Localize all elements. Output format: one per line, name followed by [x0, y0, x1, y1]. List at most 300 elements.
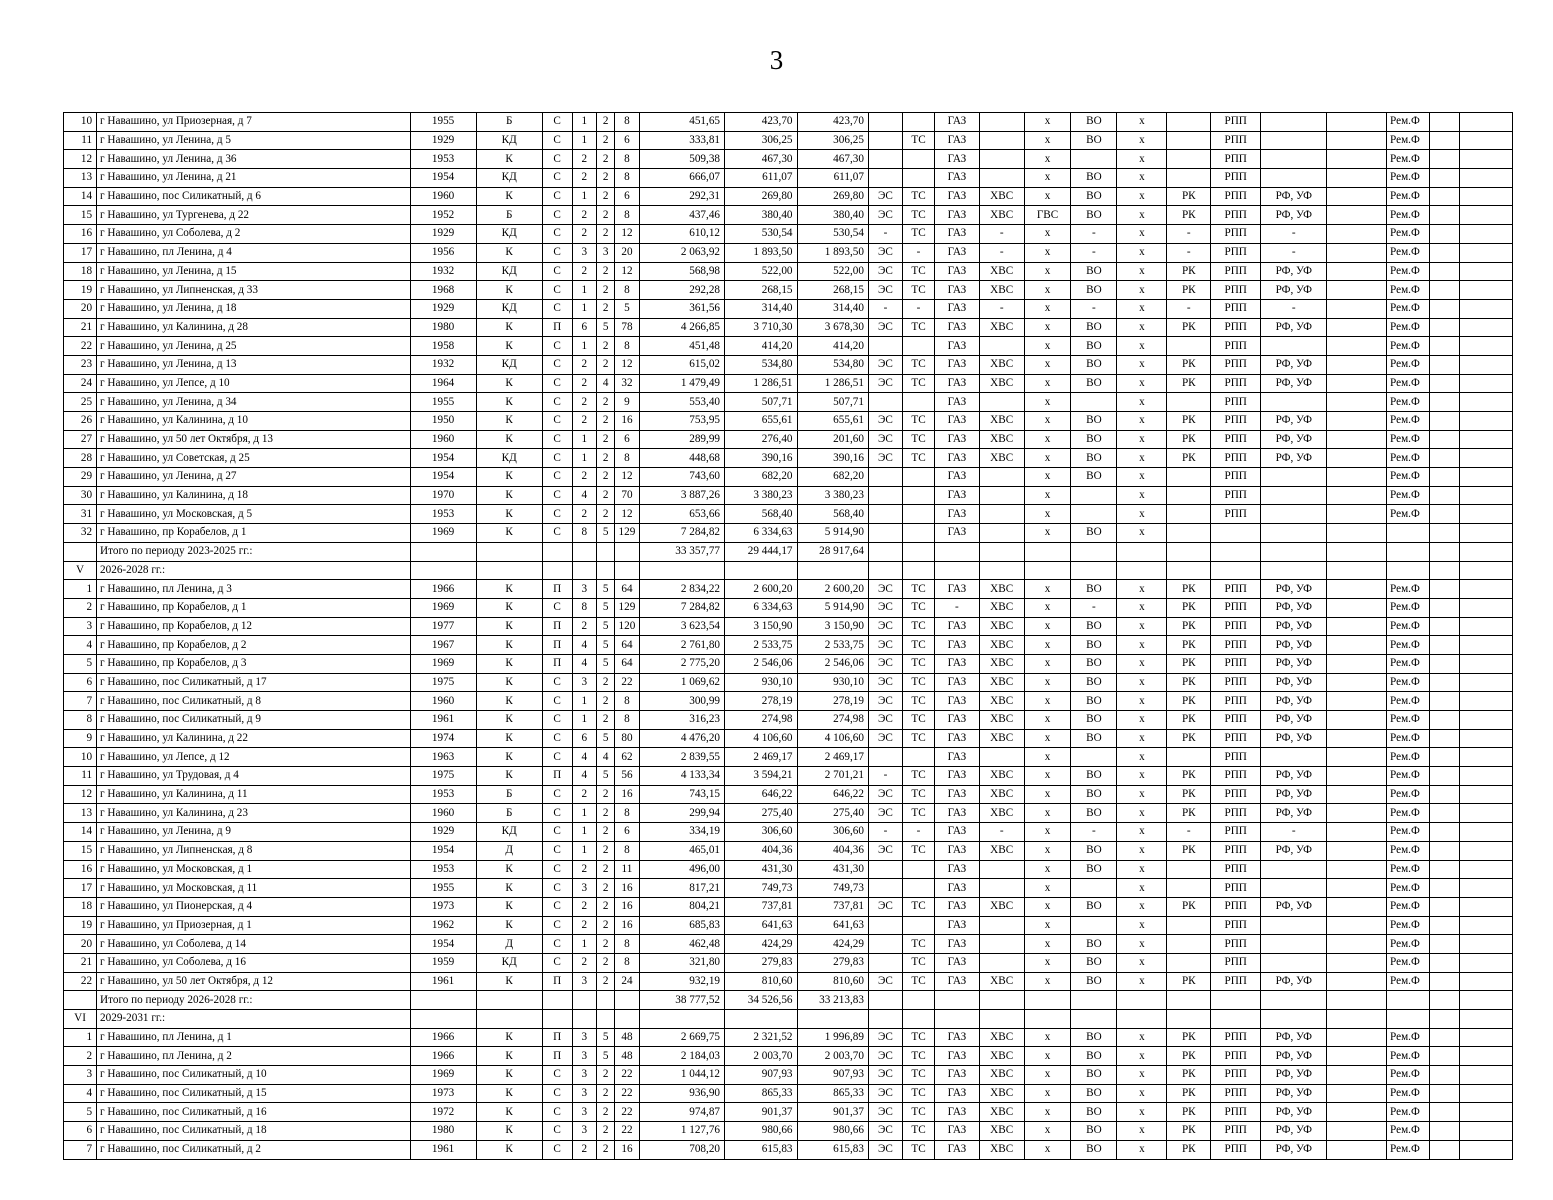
- table-row: [64, 860, 1513, 879]
- cell-rem: Рем.Ф: [1387, 841, 1430, 860]
- cell-x: х: [1117, 299, 1167, 318]
- cell-no: 18: [64, 897, 97, 916]
- cell-b2: [1459, 598, 1512, 617]
- cell-hvs: ХВС: [979, 972, 1024, 991]
- cell-vo: ВО: [1071, 729, 1117, 748]
- cell-gvs: х: [1024, 860, 1071, 879]
- cell-rf: [1261, 860, 1327, 879]
- table-row: [64, 598, 1513, 617]
- cell-rk: РК: [1167, 187, 1211, 206]
- cell-type: С: [542, 785, 572, 804]
- cell-vo: ВО: [1071, 785, 1117, 804]
- cell-ts: [903, 505, 935, 524]
- cell-rem: Рем.Ф: [1387, 318, 1430, 337]
- cell-gas: ГАЗ: [935, 636, 980, 655]
- cell-b2: [1459, 860, 1512, 879]
- cell-rpp: РПП: [1211, 468, 1261, 487]
- cell-tail5: [615, 561, 640, 580]
- cell-area-res: 275,40: [797, 804, 868, 823]
- cell-no: 7: [64, 1140, 97, 1159]
- cell-floors: 8: [572, 598, 597, 617]
- cell-hvs: [979, 935, 1024, 954]
- cell-gvs: х: [1024, 636, 1071, 655]
- cell-no: 9: [64, 729, 97, 748]
- cell-apts: 8: [615, 692, 640, 711]
- cell-area-living: 2 321,52: [725, 1028, 798, 1047]
- table-row: [64, 823, 1513, 842]
- cell-no: 11: [64, 131, 97, 150]
- cell-address: г Навашино, пл Ленина, д 2: [97, 1047, 410, 1066]
- cell-entrances: 2: [597, 206, 615, 225]
- cell-area-res: 2 600,20: [797, 580, 868, 599]
- cell-tail10: [1327, 991, 1387, 1010]
- cell-rpp: РПП: [1211, 1047, 1261, 1066]
- cell-rk: РК: [1167, 972, 1211, 991]
- cell-area-living: 2 546,06: [725, 654, 798, 673]
- cell-ts: [903, 748, 935, 767]
- cell-apts: 129: [615, 598, 640, 617]
- cell-entrances: 2: [597, 299, 615, 318]
- cell-rk: -: [1167, 225, 1211, 244]
- cell-entrances: 2: [597, 972, 615, 991]
- cell-gvs: х: [1024, 953, 1071, 972]
- cell-es: ЭС: [868, 318, 902, 337]
- cell-hvs: ХВС: [979, 1028, 1024, 1047]
- cell-wall: К: [476, 692, 542, 711]
- cell-b1: [1429, 598, 1459, 617]
- cell-rpp: РПП: [1211, 412, 1261, 431]
- cell-rf: РФ, УФ: [1261, 281, 1327, 300]
- cell-blank: [1327, 524, 1387, 543]
- cell-type: С: [542, 449, 572, 468]
- cell-rf: [1261, 916, 1327, 935]
- cell-b1: [1429, 505, 1459, 524]
- cell-b1: [1429, 1028, 1459, 1047]
- cell-area-res: 1 996,89: [797, 1028, 868, 1047]
- cell-es: -: [868, 299, 902, 318]
- cell-gas: ГАЗ: [935, 897, 980, 916]
- cell-rf: РФ, УФ: [1261, 692, 1327, 711]
- cell-wall: К: [476, 505, 542, 524]
- cell-vo: ВО: [1071, 355, 1117, 374]
- cell-floors: 8: [572, 524, 597, 543]
- cell-hvs: -: [979, 823, 1024, 842]
- cell-tail16: [1167, 561, 1211, 580]
- cell-b2: [1459, 299, 1512, 318]
- cell-gas: ГАЗ: [935, 449, 980, 468]
- cell-rpp: РПП: [1211, 935, 1261, 954]
- cell-rpp: РПП: [1211, 393, 1261, 412]
- cell-x: х: [1117, 206, 1167, 225]
- cell-rem: Рем.Ф: [1387, 1140, 1430, 1159]
- cell-wall: К: [476, 636, 542, 655]
- cell-apts: 8: [615, 804, 640, 823]
- cell-label: 2026-2028 гг.:: [97, 561, 410, 580]
- cell-address: г Навашино, пос Силикатный, д 2: [97, 1140, 410, 1159]
- cell-apts: 8: [615, 953, 640, 972]
- cell-gas: ГАЗ: [935, 206, 980, 225]
- cell-apts: 80: [615, 729, 640, 748]
- cell-area-res: 655,61: [797, 412, 868, 431]
- cell-es: [868, 150, 902, 169]
- cell-b2: [1459, 355, 1512, 374]
- cell-address: г Навашино, пос Силикатный, д 16: [97, 1103, 410, 1122]
- cell-x: х: [1117, 841, 1167, 860]
- cell-area-res: 3 678,30: [797, 318, 868, 337]
- cell-apts: 64: [615, 636, 640, 655]
- cell-x: х: [1117, 636, 1167, 655]
- cell-x: х: [1117, 169, 1167, 188]
- cell-rpp: РПП: [1211, 654, 1261, 673]
- cell-x: х: [1117, 1066, 1167, 1085]
- cell-pad2: [476, 542, 542, 561]
- table-row: [64, 916, 1513, 935]
- cell-tail21: [1429, 561, 1459, 580]
- cell-entrances: 2: [597, 897, 615, 916]
- cell-gas: ГАЗ: [935, 524, 980, 543]
- cell-x: х: [1117, 187, 1167, 206]
- cell-rf: РФ, УФ: [1261, 318, 1327, 337]
- cell-vo: -: [1071, 225, 1117, 244]
- cell-area-res: 431,30: [797, 860, 868, 879]
- cell-es: ЭС: [868, 1084, 902, 1103]
- cell-area-living: 810,60: [725, 972, 798, 991]
- cell-rk: РК: [1167, 897, 1211, 916]
- cell-rem: Рем.Ф: [1387, 953, 1430, 972]
- cell-b1: [1429, 1066, 1459, 1085]
- cell-address: г Навашино, пос Силикатный, д 9: [97, 711, 410, 730]
- cell-x: х: [1117, 673, 1167, 692]
- cell-no: 3: [64, 617, 97, 636]
- cell-entrances: 2: [597, 711, 615, 730]
- cell-wall: К: [476, 729, 542, 748]
- cell-blank: [1327, 187, 1387, 206]
- cell-no: 18: [64, 262, 97, 281]
- cell-vo: ВО: [1071, 953, 1117, 972]
- cell-wall: К: [476, 654, 542, 673]
- cell-rpp: РПП: [1211, 486, 1261, 505]
- cell-year: 1961: [410, 711, 476, 730]
- cell-year: 1975: [410, 673, 476, 692]
- cell-b2: [1459, 187, 1512, 206]
- cell-entrances: 2: [597, 1084, 615, 1103]
- cell-no: 13: [64, 169, 97, 188]
- cell-pad6: [615, 542, 640, 561]
- cell-entrances: 2: [597, 113, 615, 132]
- cell-no: 16: [64, 225, 97, 244]
- cell-rf: РФ, УФ: [1261, 804, 1327, 823]
- cell-type: С: [542, 113, 572, 132]
- cell-entrances: 2: [597, 150, 615, 169]
- cell-ts: ТС: [903, 355, 935, 374]
- cell-rf: РФ, УФ: [1261, 972, 1327, 991]
- cell-tail12: [979, 1010, 1024, 1029]
- cell-b1: [1429, 355, 1459, 374]
- cell-year: 1954: [410, 841, 476, 860]
- cell-area-res: 424,29: [797, 935, 868, 954]
- cell-hvs: ХВС: [979, 785, 1024, 804]
- cell-ts: ТС: [903, 131, 935, 150]
- cell-b2: [1459, 524, 1512, 543]
- cell-x: х: [1117, 935, 1167, 954]
- cell-ts: -: [903, 823, 935, 842]
- cell-ts: ТС: [903, 225, 935, 244]
- cell-wall: КД: [476, 953, 542, 972]
- cell-ts: -: [903, 299, 935, 318]
- cell-wall: К: [476, 1140, 542, 1159]
- cell-ts: [903, 916, 935, 935]
- cell-ts: ТС: [903, 785, 935, 804]
- cell-apts: 12: [615, 505, 640, 524]
- cell-x: х: [1117, 916, 1167, 935]
- cell-hvs: [979, 169, 1024, 188]
- cell-blank: [1327, 598, 1387, 617]
- cell-ts: ТС: [903, 1122, 935, 1141]
- cell-vo: ВО: [1071, 113, 1117, 132]
- cell-gas: ГАЗ: [935, 953, 980, 972]
- cell-pad4: [572, 542, 597, 561]
- cell-rpp: РПП: [1211, 187, 1261, 206]
- cell-b2: [1459, 374, 1512, 393]
- cell-b2: [1459, 935, 1512, 954]
- cell-floors: 2: [572, 262, 597, 281]
- cell-apts: 6: [615, 131, 640, 150]
- cell-no: 11: [64, 767, 97, 786]
- cell-rf: РФ, УФ: [1261, 841, 1327, 860]
- cell-vo: ВО: [1071, 711, 1117, 730]
- cell-gvs: х: [1024, 598, 1071, 617]
- cell-tail5: [615, 1010, 640, 1029]
- cell-rem: Рем.Ф: [1387, 430, 1430, 449]
- cell-area-total: 932,19: [639, 972, 724, 991]
- cell-year: 1974: [410, 729, 476, 748]
- cell-rem: Рем.Ф: [1387, 150, 1430, 169]
- cell-area-total: 610,12: [639, 225, 724, 244]
- cell-gvs: х: [1024, 169, 1071, 188]
- cell-rpp: РПП: [1211, 860, 1261, 879]
- table-row: [64, 262, 1513, 281]
- cell-floors: 1: [572, 430, 597, 449]
- cell-x: х: [1117, 692, 1167, 711]
- cell-ts: [903, 486, 935, 505]
- cell-type: С: [542, 524, 572, 543]
- cell-vo: [1071, 150, 1117, 169]
- cell-area-res: 414,20: [797, 337, 868, 356]
- cell-rem: Рем.Ф: [1387, 131, 1430, 150]
- cell-rpp: РПП: [1211, 1084, 1261, 1103]
- cell-wall: КД: [476, 169, 542, 188]
- cell-year: 1966: [410, 1047, 476, 1066]
- cell-apts: 12: [615, 355, 640, 374]
- cell-address: г Навашино, ул Калинина, д 23: [97, 804, 410, 823]
- cell-rpp: РПП: [1211, 804, 1261, 823]
- cell-address: г Навашино, ул Ленина, д 5: [97, 131, 410, 150]
- cell-rpp: РПП: [1211, 897, 1261, 916]
- cell-rpp: РПП: [1211, 299, 1261, 318]
- cell-area-total: 451,48: [639, 337, 724, 356]
- cell-rem: Рем.Ф: [1387, 1028, 1430, 1047]
- cell-floors: 1: [572, 804, 597, 823]
- cell-b2: [1459, 897, 1512, 916]
- cell-es: [868, 879, 902, 898]
- cell-es: ЭС: [868, 1047, 902, 1066]
- cell-entrances: 2: [597, 804, 615, 823]
- cell-apts: 8: [615, 150, 640, 169]
- cell-rem: Рем.Ф: [1387, 823, 1430, 842]
- cell-vo: [1071, 486, 1117, 505]
- cell-gas: ГАЗ: [935, 468, 980, 487]
- cell-apts: 64: [615, 580, 640, 599]
- cell-blank: [1327, 430, 1387, 449]
- cell-vo: ВО: [1071, 1140, 1117, 1159]
- cell-apts: 62: [615, 748, 640, 767]
- cell-x: х: [1117, 113, 1167, 132]
- cell-rpp: РПП: [1211, 225, 1261, 244]
- cell-type: С: [542, 150, 572, 169]
- cell-ts: ТС: [903, 935, 935, 954]
- cell-hvs: [979, 393, 1024, 412]
- cell-wall: К: [476, 486, 542, 505]
- cell-address: г Навашино, пл Ленина, д 1: [97, 1028, 410, 1047]
- cell-rk: РК: [1167, 598, 1211, 617]
- cell-rem: Рем.Ф: [1387, 243, 1430, 262]
- table-row: [64, 1047, 1513, 1066]
- cell-area-total: 804,21: [639, 897, 724, 916]
- cell-hvs: ХВС: [979, 412, 1024, 431]
- cell-b2: [1459, 972, 1512, 991]
- cell-rpp: РПП: [1211, 206, 1261, 225]
- cell-address: г Навашино, ул Соболева, д 2: [97, 225, 410, 244]
- cell-rem: Рем.Ф: [1387, 449, 1430, 468]
- cell-hvs: ХВС: [979, 598, 1024, 617]
- cell-tail9: [868, 561, 902, 580]
- cell-type: С: [542, 823, 572, 842]
- cell-area-res: 646,22: [797, 785, 868, 804]
- cell-ts: ТС: [903, 1140, 935, 1159]
- cell-area-res: 5 914,90: [797, 524, 868, 543]
- cell-b1: [1429, 729, 1459, 748]
- cell-rk: [1167, 524, 1211, 543]
- cell-rk: РК: [1167, 711, 1211, 730]
- cell-tail19: [1327, 561, 1387, 580]
- cell-blank: [1327, 1122, 1387, 1141]
- table-row: [64, 169, 1513, 188]
- cell-area-living: 4 106,60: [725, 729, 798, 748]
- cell-vo: ВО: [1071, 935, 1117, 954]
- cell-ts: ТС: [903, 206, 935, 225]
- cell-x: х: [1117, 449, 1167, 468]
- cell-blank: [1327, 206, 1387, 225]
- cell-b1: [1429, 318, 1459, 337]
- cell-gvs: х: [1024, 337, 1071, 356]
- cell-area-total: 666,07: [639, 169, 724, 188]
- cell-no: 31: [64, 505, 97, 524]
- cell-address: г Навашино, пос Силикатный, д 18: [97, 1122, 410, 1141]
- cell-area-total: 4 266,85: [639, 318, 724, 337]
- cell-area-total: 509,38: [639, 150, 724, 169]
- cell-apts: 70: [615, 486, 640, 505]
- cell-b2: [1459, 243, 1512, 262]
- cell-area-res: 268,15: [797, 281, 868, 300]
- cell-no: 15: [64, 206, 97, 225]
- cell-rpp: РПП: [1211, 1028, 1261, 1047]
- cell-area-res: 404,36: [797, 841, 868, 860]
- cell-area-res: 4 106,60: [797, 729, 868, 748]
- cell-rf: [1261, 748, 1327, 767]
- cell-b1: [1429, 524, 1459, 543]
- cell-blank: [1327, 953, 1387, 972]
- cell-floors: 2: [572, 953, 597, 972]
- cell-b2: [1459, 916, 1512, 935]
- cell-rk: РК: [1167, 430, 1211, 449]
- cell-type: П: [542, 636, 572, 655]
- cell-blank: [1327, 617, 1387, 636]
- cell-es: ЭС: [868, 374, 902, 393]
- cell-x: х: [1117, 337, 1167, 356]
- table-row: [64, 281, 1513, 300]
- cell-wall: К: [476, 1066, 542, 1085]
- cell-entrances: 2: [597, 337, 615, 356]
- cell-tail14: [1071, 561, 1117, 580]
- cell-area-total: 7 284,82: [639, 524, 724, 543]
- cell-blank: [1327, 505, 1387, 524]
- cell-x: х: [1117, 879, 1167, 898]
- cell-rem: Рем.Ф: [1387, 1066, 1430, 1085]
- cell-rf: РФ, УФ: [1261, 430, 1327, 449]
- cell-blank: [1327, 243, 1387, 262]
- cell-x: х: [1117, 580, 1167, 599]
- table-row: [64, 393, 1513, 412]
- cell-year: 1963: [410, 748, 476, 767]
- table-row: [64, 1084, 1513, 1103]
- table-row: [64, 150, 1513, 169]
- cell-x: х: [1117, 711, 1167, 730]
- cell-address: г Навашино, ул Ленина, д 34: [97, 393, 410, 412]
- cell-es: ЭС: [868, 1028, 902, 1047]
- cell-tail18: [1261, 1010, 1327, 1029]
- cell-entrances: 5: [597, 729, 615, 748]
- cell-entrances: 5: [597, 1047, 615, 1066]
- cell-entrances: 2: [597, 187, 615, 206]
- cell-gas: ГАЗ: [935, 785, 980, 804]
- cell-b1: [1429, 879, 1459, 898]
- cell-rk: РК: [1167, 1047, 1211, 1066]
- cell-b2: [1459, 823, 1512, 842]
- table-row: [64, 692, 1513, 711]
- cell-tail8: [797, 561, 868, 580]
- cell-type: П: [542, 580, 572, 599]
- cell-no: 20: [64, 935, 97, 954]
- cell-wall: КД: [476, 823, 542, 842]
- cell-area-total: 289,99: [639, 430, 724, 449]
- cell-vo: [1071, 393, 1117, 412]
- cell-area-res: 5 914,90: [797, 598, 868, 617]
- cell-year: 1932: [410, 262, 476, 281]
- cell-rk: [1167, 468, 1211, 487]
- cell-year: 1953: [410, 785, 476, 804]
- cell-tail6: [1117, 991, 1167, 1010]
- cell-year: 1955: [410, 879, 476, 898]
- cell-rk: РК: [1167, 355, 1211, 374]
- cell-entrances: 2: [597, 935, 615, 954]
- cell-floors: 2: [572, 617, 597, 636]
- table-row: [64, 935, 1513, 954]
- cell-es: [868, 337, 902, 356]
- cell-rk: РК: [1167, 412, 1211, 431]
- cell-apts: 8: [615, 169, 640, 188]
- cell-es: ЭС: [868, 262, 902, 281]
- cell-rk: РК: [1167, 262, 1211, 281]
